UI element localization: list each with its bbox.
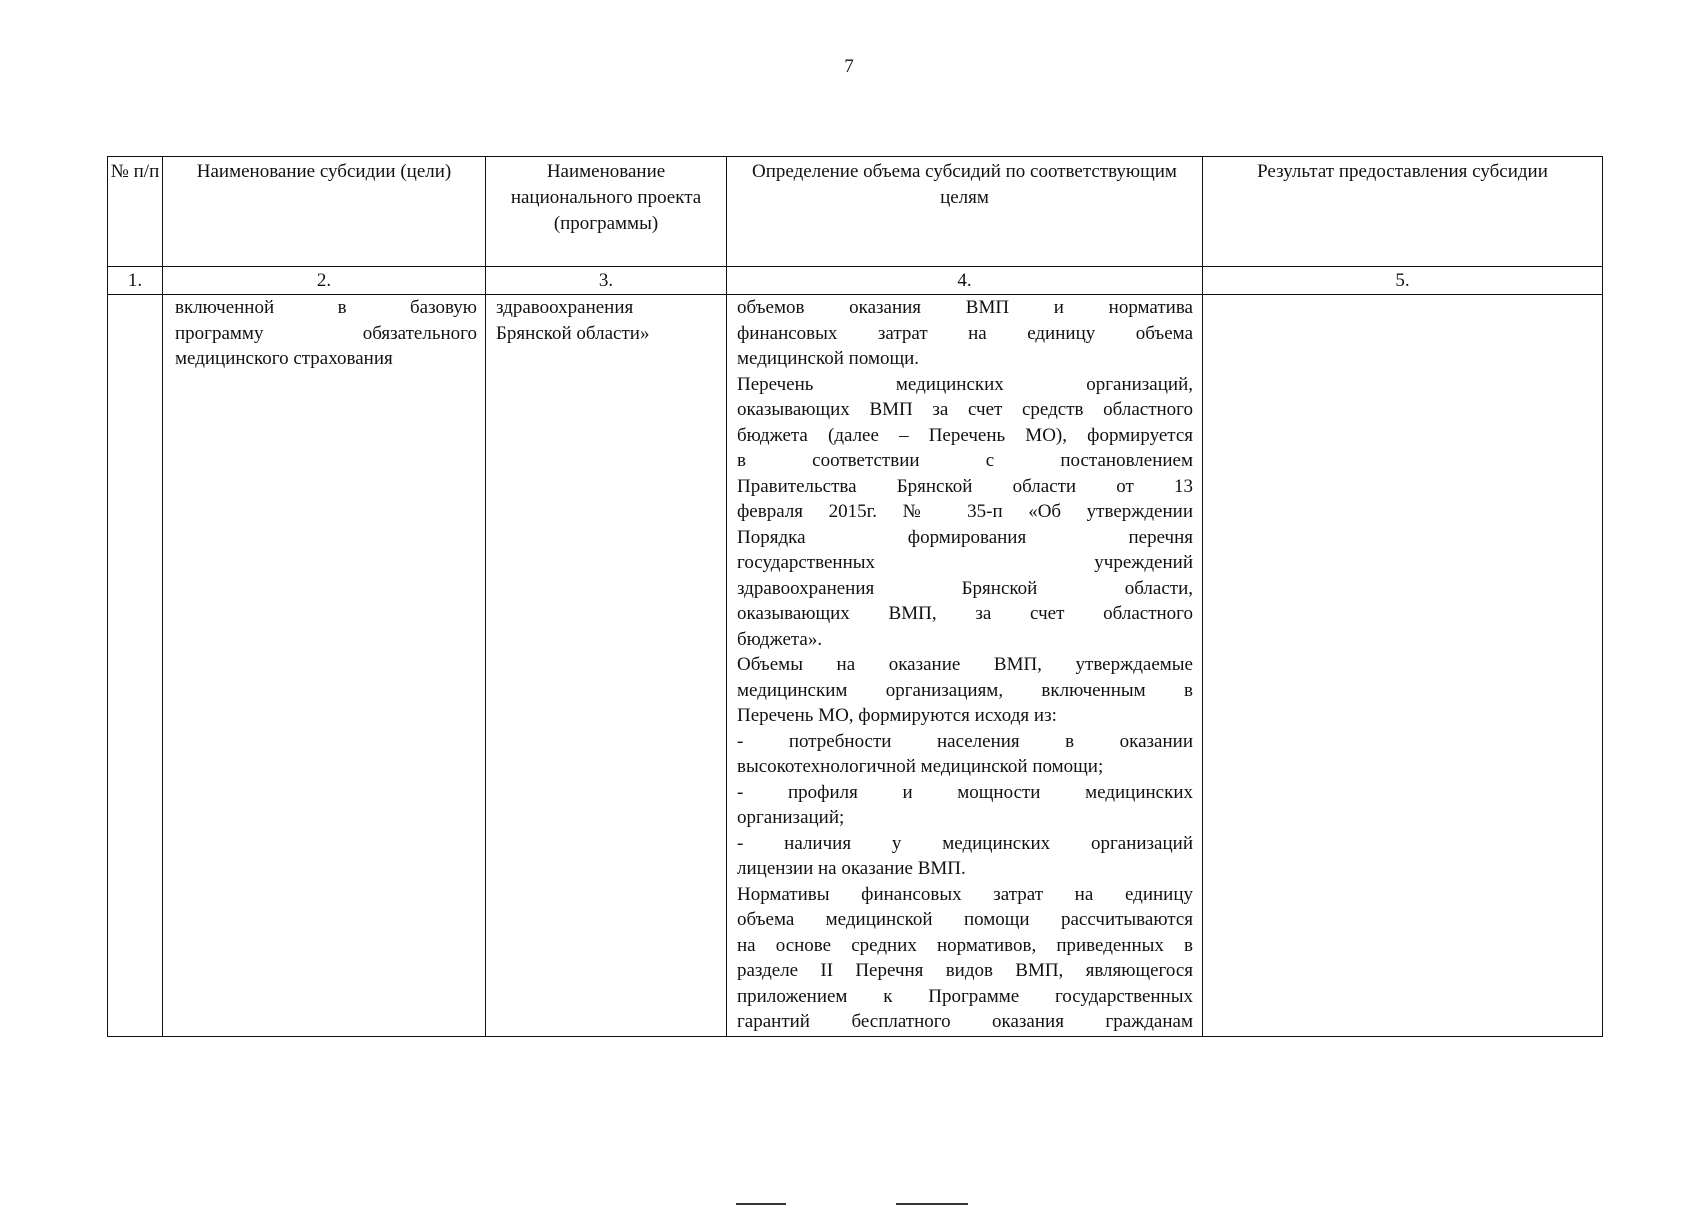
volume-definition-cell [727, 295, 1203, 1037]
text-line: приложением к Программе государственных [737, 985, 1193, 1007]
column-number: 5. [1203, 267, 1603, 295]
text-line: финансовых затрат на единицу объема [737, 322, 1193, 344]
header-number: № п/п [108, 157, 163, 267]
text-line: медицинской помощи. [737, 348, 920, 369]
column-numbers-row [108, 267, 1603, 295]
text-line: - наличия у медицинских организаций [737, 832, 1193, 854]
text-line: февраля 2015г. № 35-п «Об утверждении [737, 501, 1193, 522]
subsidy-table [107, 156, 1603, 1037]
column-number: 1. [108, 267, 163, 295]
column-number: 2. [163, 267, 486, 295]
text-line: в соответствии с постановлением [737, 450, 1193, 471]
page-number: 7 [844, 56, 854, 77]
text-line: медицинского страхования [175, 348, 393, 369]
text-line: оказывающих ВМП, за счет областного [737, 603, 1193, 624]
text-line: объема медицинской помощи рассчитываются [737, 909, 1193, 930]
text-line: лицензии на оказание ВМП. [737, 858, 966, 879]
text-line: Порядка формирования перечня [737, 526, 1193, 548]
text-line: разделе II Перечня видов ВМП, являющегося [737, 960, 1193, 981]
text-line: оказывающих ВМП за счет средств областного [737, 399, 1193, 420]
text-line: Объемы на оказание ВМП, утверждаемые [737, 654, 1193, 675]
text-line: Правительства Брянской области от 13 [737, 475, 1193, 497]
text-line: гарантий бесплатного оказания гражданам [737, 1011, 1193, 1032]
text-line: объемов оказания ВМП и норматива [737, 297, 1193, 318]
volume-definition-text [727, 295, 1202, 1035]
subsidy-name-cell [163, 295, 486, 1037]
result-cell [1203, 295, 1603, 1037]
text-line: медицинским организациям, включенным в [737, 679, 1193, 701]
text-line: Брянской области» [496, 322, 650, 344]
text-line: бюджета». [737, 628, 823, 650]
national-project-cell [486, 295, 727, 1037]
text-line: государственных учреждений [737, 552, 1193, 573]
text-line: высокотехнологичной медицинской помощи; [737, 756, 1104, 777]
text-line: на основе средних нормативов, приведенных в [737, 934, 1193, 956]
column-number: 4. [727, 267, 1203, 295]
text-line: - профиля и мощности медицинских [737, 781, 1193, 803]
text-line: включенной в базовую [175, 297, 477, 318]
header-volume-definition: Определение объема субсидий по соответствующим целям [727, 157, 1203, 267]
text-line: здравоохранения Брянской области, [737, 577, 1193, 599]
text-line: здравоохранения [496, 297, 634, 318]
text-line: программу обязательного [175, 322, 477, 344]
column-number: 3. [486, 267, 727, 295]
text-line: бюджета (далее – Перечень МО), формируется [737, 424, 1193, 446]
text-line: Нормативы финансовых затрат на единицу [737, 883, 1193, 905]
header-result: Результат предоставления субсидии [1203, 157, 1603, 267]
text-line: - потребности населения в оказании [737, 730, 1193, 752]
table-row [108, 295, 1603, 1037]
header-national-project: Наименование национального проекта (программы) [486, 157, 727, 267]
text-line: Перечень медицинских организаций, [737, 373, 1193, 395]
header-subsidy-name: Наименование субсидии (цели) [163, 157, 486, 267]
text-line: организаций; [737, 807, 845, 828]
header-row [108, 157, 1603, 267]
row-number-cell [108, 295, 163, 1037]
text-line: Перечень МО, формируются исходя из: [737, 705, 1057, 726]
